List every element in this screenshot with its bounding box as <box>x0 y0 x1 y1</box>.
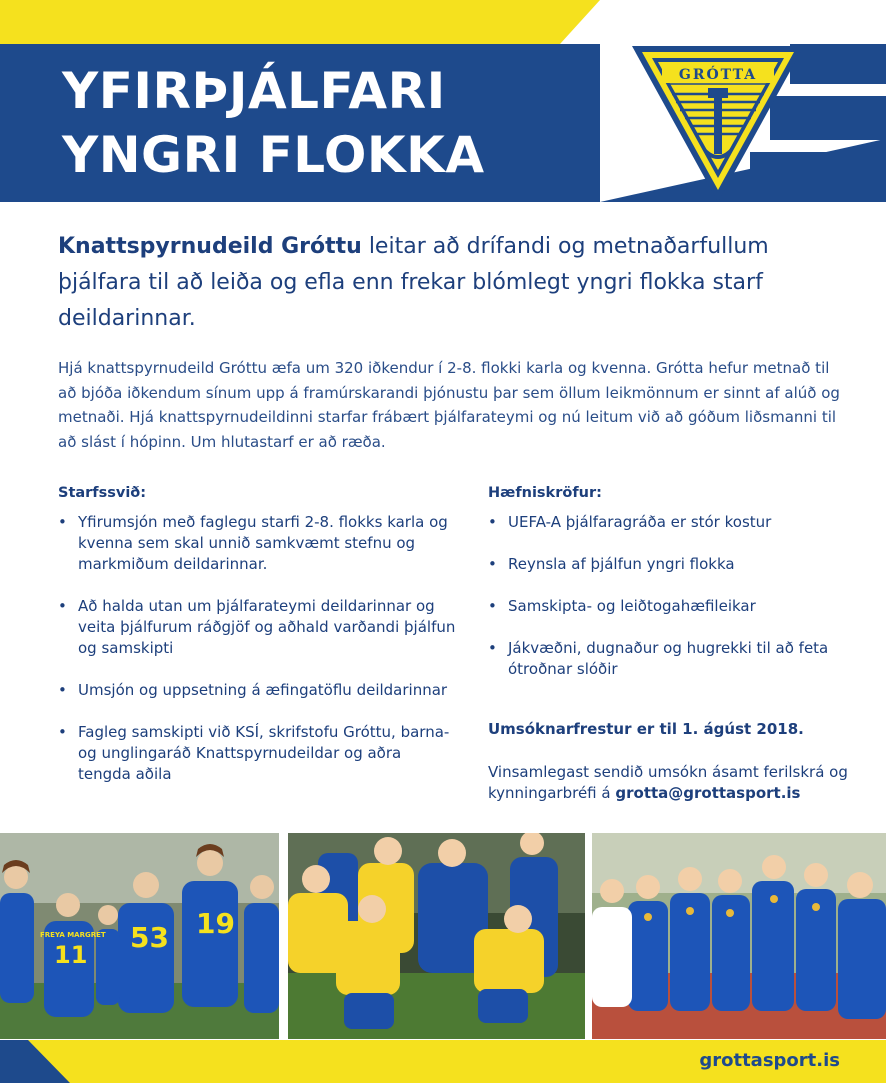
page-title-line-2: YNGRI FLOKKA <box>62 126 485 184</box>
footer-website-link[interactable]: grottasport.is <box>699 1050 840 1071</box>
team-photo-1 <box>0 833 279 1039</box>
jersey-number-19: 19 <box>196 907 235 940</box>
list-item: • UEFA-A þjálfaragráða er stór kostur <box>488 512 868 533</box>
list-item: • Yfirumsjón með faglegu starfi 2-8. flokks karla og kvenna sem skal unnið samkvæmt stefnu og markmiðum deildarinnar. <box>58 512 458 575</box>
duties-heading: Starfssvið: <box>58 485 147 501</box>
grotta-crest-logo <box>628 44 808 204</box>
body-paragraph: Hjá knattspyrnudeild Gróttu æfa um 320 iðkendur í 2-8. flokki karla og kvenna. Grótta hefur metnað til að bjóða iðkendum sínum upp á framúrskarandi þjónustu þar sem öllum leikmönnum er sinnt af alúð og metnaði. Hjá knattspyrnudeildinni starfar frábært þjálfarateymi og nú leitum við að góðum liðsmanni til að slást í hópinn. Um hlutastarf er að ræða. <box>58 359 840 451</box>
qualifications-heading: Hæfniskröfur: <box>488 485 602 501</box>
header-white-corner <box>560 0 886 44</box>
list-item: • Samskipta- og leiðtogahæfileikar <box>488 596 868 617</box>
team-photo-2 <box>288 833 585 1039</box>
page-title-line-1: YFIRÞJÁLFARI <box>62 62 446 120</box>
duties-list <box>58 512 458 806</box>
apply-instructions <box>488 762 868 804</box>
team-photo-3 <box>592 833 886 1039</box>
intro-org-name: Knattspyrnudeild Gróttu <box>58 234 362 259</box>
list-item: • Að halda utan um þjálfarateymi deildarinnar og veita þjálfurum ráðgjöf og aðhald varðandi þjálfun og samskipti <box>58 596 458 659</box>
intro-text <box>58 229 848 337</box>
jersey-number-11: 11 <box>54 941 88 969</box>
jersey-number-53: 53 <box>130 921 169 954</box>
application-deadline: Umsóknarfrestur er til 1. ágúst 2018. <box>488 720 804 738</box>
list-item: • Umsjón og uppsetning á æfingatöflu deildarinnar <box>58 680 458 701</box>
list-item: • Fagleg samskipti við KSÍ, skrifstofu Gróttu, barna- og unglingaráð Knattspyrnudeildar og aðra tengda aðila <box>58 722 458 785</box>
logo-text: GRÓTTA <box>678 67 758 83</box>
header-yellow-band <box>0 0 600 44</box>
list-item: • Reynsla af þjálfun yngri flokka <box>488 554 868 575</box>
qualifications-list <box>488 512 868 701</box>
apply-email-link[interactable]: grotta@grottasport.is <box>615 784 801 802</box>
intro-rest: leitar að drífandi og metnaðarfullum þjálfara til að leiða og efla enn frekar blómlegt yngri flokka starf deildarinnar. <box>58 234 769 331</box>
jersey-name-text: FREYA MARGRET <box>40 931 106 939</box>
list-item: • Jákvæðni, dugnaður og hugrekki til að feta ótroðnar slóðir <box>488 638 868 680</box>
apply-text: Vinsamlegast sendið umsókn ásamt ferilskrá og kynningarbréfi á <box>488 763 848 802</box>
